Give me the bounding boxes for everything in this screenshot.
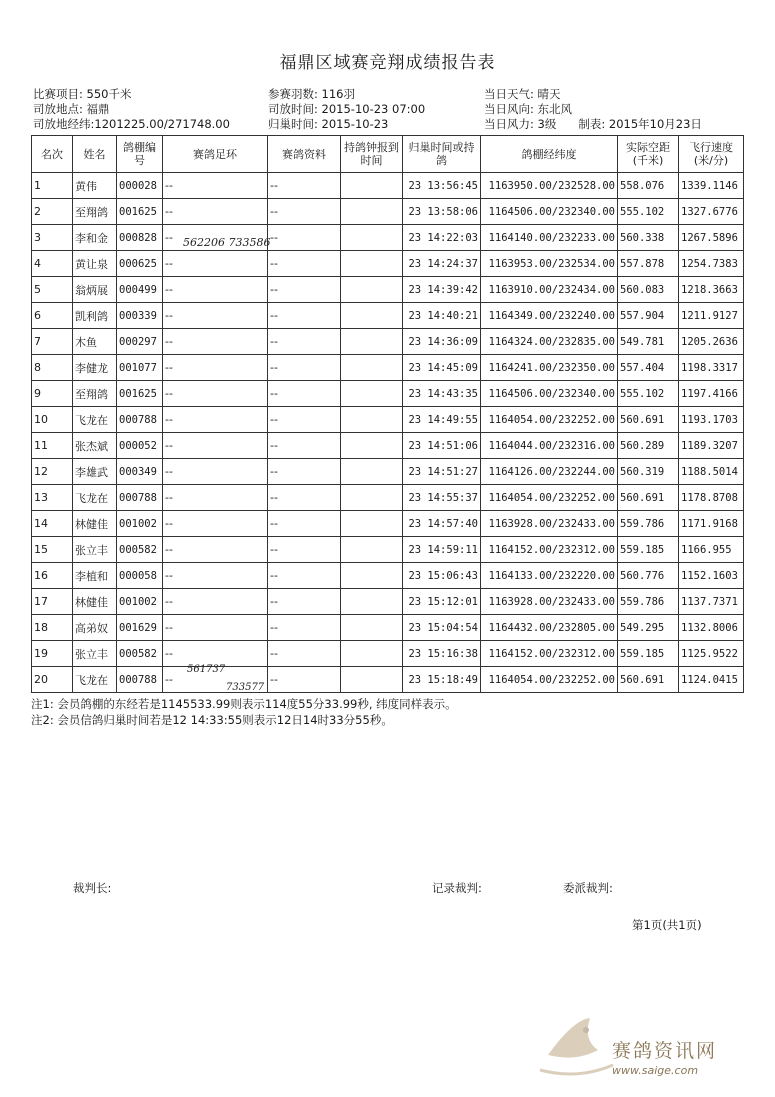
- cell-name: 黄伟: [73, 173, 117, 199]
- table-row: [32, 199, 744, 225]
- cell-name: 张杰斌: [73, 433, 117, 459]
- cell-clock-time: [341, 511, 403, 537]
- cell-rank: 9: [32, 381, 73, 407]
- cell-loft-coords: 1163950.00/232528.00: [481, 173, 618, 199]
- release-coords: 司放地经纬:1201225.00/271748.00: [33, 117, 230, 131]
- cell-return-time: 23 14:40:21: [403, 303, 481, 329]
- cell-clock-time: [341, 667, 403, 693]
- cell-rank: 2: [32, 199, 73, 225]
- cell-loft-no: 001629: [117, 615, 163, 641]
- cell-return-time: 23 13:56:45: [403, 173, 481, 199]
- note-2: 注2: 会员信鸽归巢时间若是12 14:33:55则表示12日14时33分55秒。: [31, 713, 393, 727]
- table-row: [32, 563, 744, 589]
- cell-rank: 18: [32, 615, 73, 641]
- cell-rank: 5: [32, 277, 73, 303]
- header-name: 姓名: [73, 136, 117, 173]
- cell-pigeon-info: --: [268, 667, 341, 693]
- cell-clock-time: [341, 303, 403, 329]
- cell-loft-coords: 1164324.00/232835.00: [481, 329, 618, 355]
- handwritten-ring-row3: 562206 733586: [183, 236, 271, 249]
- cell-distance: 560.338: [618, 225, 679, 251]
- cell-distance: 560.083: [618, 277, 679, 303]
- cell-loft-coords: 1164432.00/232805.00: [481, 615, 618, 641]
- cell-name: 至翔鸽: [73, 199, 117, 225]
- table-body: [32, 173, 744, 693]
- release-time: 司放时间: 2015-10-23 07:00: [268, 102, 426, 116]
- cell-distance: 560.691: [618, 667, 679, 693]
- cell-loft-no: 000349: [117, 459, 163, 485]
- cell-clock-time: [341, 485, 403, 511]
- cell-speed: 1205.2636: [679, 329, 744, 355]
- cell-distance: 557.904: [618, 303, 679, 329]
- cell-name: 飞龙在: [73, 407, 117, 433]
- cell-pigeon-info: --: [268, 563, 341, 589]
- cell-rank: 1: [32, 173, 73, 199]
- cell-loft-coords: 1164241.00/232350.00: [481, 355, 618, 381]
- cell-ring: --: [163, 589, 268, 615]
- cell-pigeon-info: --: [268, 251, 341, 277]
- cell-loft-no: 000582: [117, 537, 163, 563]
- cell-pigeon-info: --: [268, 329, 341, 355]
- cell-loft-coords: 1164054.00/232252.00: [481, 485, 618, 511]
- cell-pigeon-info: --: [268, 485, 341, 511]
- table-row: [32, 537, 744, 563]
- cell-speed: 1124.0415: [679, 667, 744, 693]
- cell-clock-time: [341, 589, 403, 615]
- cell-pigeon-info: --: [268, 277, 341, 303]
- wind-direction: 当日风向: 东北风: [484, 102, 573, 116]
- meta-column-middle: [268, 87, 425, 132]
- note-1: 注1: 会员鸽棚的东经若是1145533.99则表示114度55分33.99秒, 纬度同样表示。: [31, 697, 457, 711]
- meta-column-left: [33, 87, 230, 132]
- cell-loft-coords: 1163953.00/232534.00: [481, 251, 618, 277]
- race-item: 比赛项目: 550千米: [33, 87, 132, 101]
- cell-speed: 1339.1146: [679, 173, 744, 199]
- cell-ring: --: [163, 667, 268, 693]
- cell-loft-coords: 1163928.00/232433.00: [481, 589, 618, 615]
- cell-speed: 1132.8006: [679, 615, 744, 641]
- cell-return-time: 23 14:45:09: [403, 355, 481, 381]
- header-pigeon-info: 赛鸽资料: [268, 136, 341, 173]
- cell-distance: 559.185: [618, 537, 679, 563]
- cell-speed: 1267.5896: [679, 225, 744, 251]
- cell-loft-no: 000788: [117, 485, 163, 511]
- cell-speed: 1125.9522: [679, 641, 744, 667]
- cell-speed: 1189.3207: [679, 433, 744, 459]
- cell-loft-coords: 1164152.00/232312.00: [481, 641, 618, 667]
- cell-rank: 16: [32, 563, 73, 589]
- cell-distance: 559.786: [618, 589, 679, 615]
- cell-distance: 549.295: [618, 615, 679, 641]
- cell-ring: --: [163, 251, 268, 277]
- cell-distance: 560.691: [618, 485, 679, 511]
- cell-rank: 20: [32, 667, 73, 693]
- cell-pigeon-info: --: [268, 355, 341, 381]
- cell-loft-coords: 1164044.00/232316.00: [481, 433, 618, 459]
- cell-pigeon-info: --: [268, 615, 341, 641]
- cell-clock-time: [341, 563, 403, 589]
- cell-pigeon-info: --: [268, 511, 341, 537]
- table-row: [32, 589, 744, 615]
- cell-return-time: 23 14:55:37: [403, 485, 481, 511]
- cell-clock-time: [341, 277, 403, 303]
- handwritten-ring-row20-top: 561737: [187, 664, 226, 675]
- cell-loft-coords: 1164126.00/232244.00: [481, 459, 618, 485]
- header-return-time: 归巢时间或持鸽: [403, 136, 481, 173]
- header-rank: 名次: [32, 136, 73, 173]
- cell-loft-coords: 1164054.00/232252.00: [481, 667, 618, 693]
- header-clock-time: 持鸽钟报到时间: [341, 136, 403, 173]
- cell-ring: --: [163, 459, 268, 485]
- cell-return-time: 23 14:57:40: [403, 511, 481, 537]
- cell-ring: --: [163, 381, 268, 407]
- cell-speed: 1152.1603: [679, 563, 744, 589]
- cell-name: 飞龙在: [73, 485, 117, 511]
- weather: 当日天气: 晴天: [484, 87, 561, 101]
- results-table: [31, 135, 744, 693]
- table-row: [32, 641, 744, 667]
- cell-return-time: 23 14:49:55: [403, 407, 481, 433]
- table-row: [32, 459, 744, 485]
- watermark-url: www.saige.com: [612, 1064, 699, 1077]
- header-ring: 赛鸽足环: [163, 136, 268, 173]
- cell-name: 高弟奴: [73, 615, 117, 641]
- cell-loft-coords: 1163910.00/232434.00: [481, 277, 618, 303]
- cell-speed: 1171.9168: [679, 511, 744, 537]
- cell-name: 至翔鸽: [73, 381, 117, 407]
- cell-distance: 549.781: [618, 329, 679, 355]
- cell-rank: 15: [32, 537, 73, 563]
- cell-distance: 557.404: [618, 355, 679, 381]
- cell-rank: 14: [32, 511, 73, 537]
- cell-loft-coords: 1164054.00/232252.00: [481, 407, 618, 433]
- cell-rank: 11: [32, 433, 73, 459]
- cell-pigeon-info: --: [268, 407, 341, 433]
- cell-pigeon-info: --: [268, 225, 341, 251]
- cell-loft-no: 000058: [117, 563, 163, 589]
- page-number: 第1页(共1页): [632, 918, 702, 932]
- cell-pigeon-info: --: [268, 589, 341, 615]
- cell-ring: --: [163, 225, 268, 251]
- cell-ring: --: [163, 537, 268, 563]
- cell-pigeon-info: --: [268, 537, 341, 563]
- cell-name: 木鱼: [73, 329, 117, 355]
- cell-return-time: 23 15:16:38: [403, 641, 481, 667]
- cell-rank: 6: [32, 303, 73, 329]
- report-title: 福鼎区域赛竞翔成绩报告表: [279, 53, 496, 73]
- cell-return-time: 23 15:18:49: [403, 667, 481, 693]
- table-row: [32, 251, 744, 277]
- cell-clock-time: [341, 251, 403, 277]
- cell-clock-time: [341, 459, 403, 485]
- cell-pigeon-info: --: [268, 433, 341, 459]
- cell-loft-coords: 1164133.00/232220.00: [481, 563, 618, 589]
- cell-loft-no: 001002: [117, 511, 163, 537]
- cell-loft-coords: 1164140.00/232233.00: [481, 225, 618, 251]
- cell-loft-no: 001002: [117, 589, 163, 615]
- table-row: [32, 615, 744, 641]
- cell-loft-coords: 1164349.00/232240.00: [481, 303, 618, 329]
- cell-rank: 3: [32, 225, 73, 251]
- cell-name: 飞龙在: [73, 667, 117, 693]
- table-row: [32, 173, 744, 199]
- watermark-text: 赛鸽资讯网: [612, 1040, 718, 1062]
- table-row: [32, 303, 744, 329]
- cell-distance: 555.102: [618, 381, 679, 407]
- cell-pigeon-info: --: [268, 641, 341, 667]
- cell-return-time: 23 14:24:37: [403, 251, 481, 277]
- entry-count: 参赛羽数: 116羽: [268, 87, 355, 101]
- cell-speed: 1188.5014: [679, 459, 744, 485]
- cell-ring: --: [163, 407, 268, 433]
- cell-loft-no: 000625: [117, 251, 163, 277]
- cell-speed: 1327.6776: [679, 199, 744, 225]
- cell-pigeon-info: --: [268, 381, 341, 407]
- cell-loft-no: 000582: [117, 641, 163, 667]
- cell-name: 张立丰: [73, 641, 117, 667]
- table-row: [32, 667, 744, 693]
- meta-column-right: [484, 87, 702, 132]
- cell-speed: 1197.4166: [679, 381, 744, 407]
- cell-pigeon-info: --: [268, 303, 341, 329]
- cell-loft-no: 000297: [117, 329, 163, 355]
- cell-ring: --: [163, 173, 268, 199]
- cell-distance: 560.319: [618, 459, 679, 485]
- cell-ring: --: [163, 303, 268, 329]
- cell-distance: 560.691: [618, 407, 679, 433]
- delegate-signature: 委派裁判:: [563, 881, 613, 895]
- table-row: [32, 381, 744, 407]
- cell-speed: 1198.3317: [679, 355, 744, 381]
- cell-rank: 4: [32, 251, 73, 277]
- cell-return-time: 23 14:22:03: [403, 225, 481, 251]
- cell-loft-no: 001625: [117, 381, 163, 407]
- cell-loft-no: 000028: [117, 173, 163, 199]
- cell-return-time: 23 13:58:06: [403, 199, 481, 225]
- cell-speed: 1193.1703: [679, 407, 744, 433]
- cell-loft-coords: 1164506.00/232340.00: [481, 199, 618, 225]
- cell-speed: 1166.955: [679, 537, 744, 563]
- cell-return-time: 23 15:12:01: [403, 589, 481, 615]
- table-header-row: [32, 136, 744, 173]
- cell-ring: --: [163, 485, 268, 511]
- referee-signature: 裁判长:: [73, 881, 112, 895]
- cell-name: 林健佳: [73, 589, 117, 615]
- cell-name: 李植和: [73, 563, 117, 589]
- table-row: [32, 355, 744, 381]
- cell-return-time: 23 15:04:54: [403, 615, 481, 641]
- cell-ring: --: [163, 641, 268, 667]
- return-time: 归巢时间: 2015-10-23: [268, 117, 389, 131]
- header-distance: 实际空距(千米): [618, 136, 679, 173]
- cell-clock-time: [341, 355, 403, 381]
- cell-ring: --: [163, 199, 268, 225]
- cell-distance: 559.185: [618, 641, 679, 667]
- cell-distance: 560.289: [618, 433, 679, 459]
- cell-distance: 560.776: [618, 563, 679, 589]
- cell-return-time: 23 14:43:35: [403, 381, 481, 407]
- cell-speed: 1254.7383: [679, 251, 744, 277]
- cell-clock-time: [341, 381, 403, 407]
- cell-rank: 7: [32, 329, 73, 355]
- cell-loft-no: 000339: [117, 303, 163, 329]
- cell-clock-time: [341, 615, 403, 641]
- cell-name: 李雄武: [73, 459, 117, 485]
- cell-return-time: 23 15:06:43: [403, 563, 481, 589]
- cell-ring: --: [163, 433, 268, 459]
- cell-return-time: 23 14:51:27: [403, 459, 481, 485]
- cell-ring: --: [163, 563, 268, 589]
- cell-speed: 1211.9127: [679, 303, 744, 329]
- cell-loft-coords: 1163928.00/232433.00: [481, 511, 618, 537]
- wind-force: 当日风力: 3级 制表: 2015年10月23日: [484, 117, 702, 131]
- cell-rank: 12: [32, 459, 73, 485]
- cell-name: 李健龙: [73, 355, 117, 381]
- cell-clock-time: [341, 407, 403, 433]
- cell-distance: 555.102: [618, 199, 679, 225]
- cell-clock-time: [341, 329, 403, 355]
- cell-speed: 1137.7371: [679, 589, 744, 615]
- cell-name: 凯利鸽: [73, 303, 117, 329]
- recorder-signature: 记录裁判:: [432, 881, 482, 895]
- cell-loft-no: 000828: [117, 225, 163, 251]
- table-row: [32, 225, 744, 251]
- table-row: [32, 511, 744, 537]
- header-speed: 飞行速度(米/分): [679, 136, 744, 173]
- cell-loft-no: 001077: [117, 355, 163, 381]
- cell-return-time: 23 14:36:09: [403, 329, 481, 355]
- cell-clock-time: [341, 537, 403, 563]
- header-loft-no: 鸽棚编号: [117, 136, 163, 173]
- cell-ring: --: [163, 511, 268, 537]
- cell-distance: 557.878: [618, 251, 679, 277]
- cell-pigeon-info: --: [268, 173, 341, 199]
- cell-speed: 1178.8708: [679, 485, 744, 511]
- cell-ring: --: [163, 277, 268, 303]
- made-date: 制表: 2015年10月23日: [578, 117, 702, 131]
- cell-return-time: 23 14:51:06: [403, 433, 481, 459]
- cell-rank: 8: [32, 355, 73, 381]
- cell-clock-time: [341, 225, 403, 251]
- cell-clock-time: [341, 433, 403, 459]
- cell-clock-time: [341, 199, 403, 225]
- cell-rank: 13: [32, 485, 73, 511]
- cell-loft-no: 000499: [117, 277, 163, 303]
- cell-distance: 558.076: [618, 173, 679, 199]
- cell-ring: --: [163, 615, 268, 641]
- cell-name: 黄让泉: [73, 251, 117, 277]
- cell-pigeon-info: --: [268, 199, 341, 225]
- cell-loft-no: 000052: [117, 433, 163, 459]
- table-row: [32, 407, 744, 433]
- cell-return-time: 23 14:59:11: [403, 537, 481, 563]
- cell-speed: 1218.3663: [679, 277, 744, 303]
- cell-pigeon-info: --: [268, 459, 341, 485]
- table-row: [32, 485, 744, 511]
- header-loft-coords: 鸽棚经纬度: [481, 136, 618, 173]
- cell-ring: --: [163, 355, 268, 381]
- notes: [31, 696, 457, 728]
- table-row: [32, 433, 744, 459]
- table-row: [32, 329, 744, 355]
- cell-rank: 10: [32, 407, 73, 433]
- handwritten-ring-row20-bottom: 733577: [226, 682, 265, 693]
- table-row: [32, 277, 744, 303]
- cell-name: 翁炳展: [73, 277, 117, 303]
- cell-name: 李和金: [73, 225, 117, 251]
- cell-loft-no: 000788: [117, 407, 163, 433]
- cell-loft-no: 001625: [117, 199, 163, 225]
- cell-clock-time: [341, 641, 403, 667]
- cell-return-time: 23 14:39:42: [403, 277, 481, 303]
- cell-loft-coords: 1164506.00/232340.00: [481, 381, 618, 407]
- cell-loft-coords: 1164152.00/232312.00: [481, 537, 618, 563]
- cell-loft-no: 000788: [117, 667, 163, 693]
- cell-name: 林健佳: [73, 511, 117, 537]
- cell-ring: --: [163, 329, 268, 355]
- cell-rank: 17: [32, 589, 73, 615]
- cell-clock-time: [341, 173, 403, 199]
- cell-name: 张立丰: [73, 537, 117, 563]
- cell-rank: 19: [32, 641, 73, 667]
- release-site: 司放地点: 福鼎: [33, 102, 110, 116]
- cell-distance: 559.786: [618, 511, 679, 537]
